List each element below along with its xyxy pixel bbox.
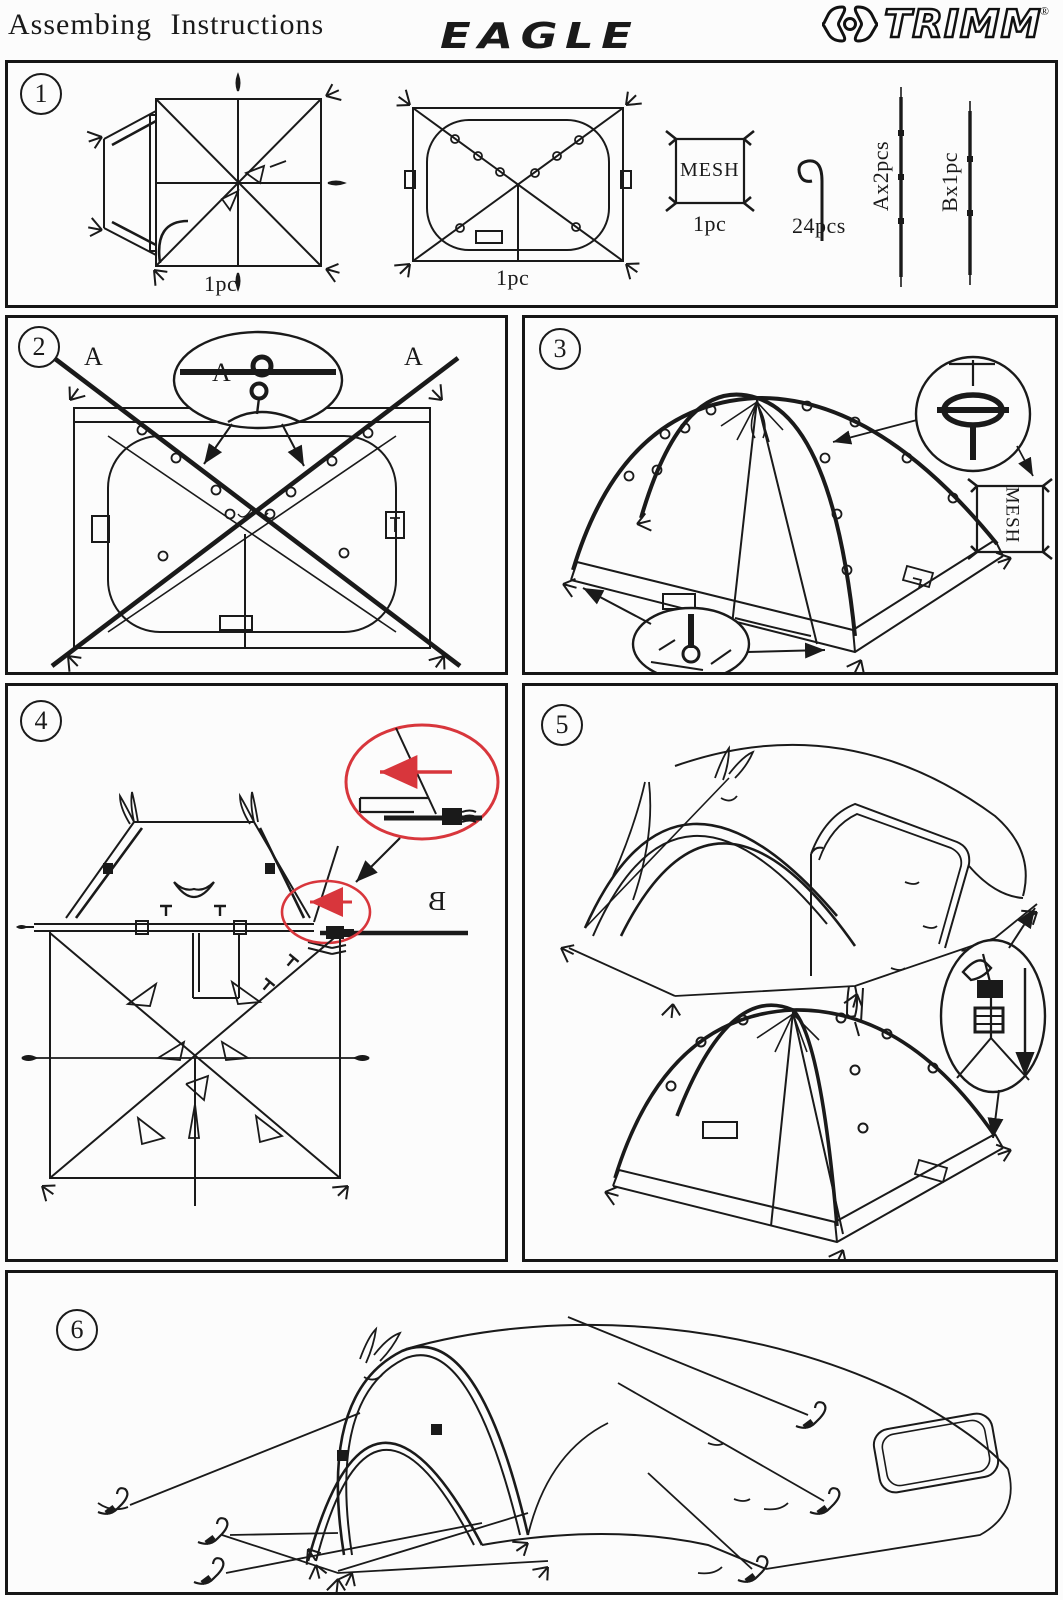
pitched-tent	[98, 1317, 1011, 1592]
pole-b-label: Bx1pc	[936, 152, 962, 212]
step-1-badge: 1	[20, 73, 62, 115]
flysheet-flat-diagram	[86, 75, 344, 289]
pole-b-diagram	[967, 101, 973, 285]
pole-a-label-right: A	[404, 342, 423, 371]
step-6-panel	[5, 1270, 1058, 1595]
raised-dome-diagram	[525, 318, 1055, 672]
step-2-badge: 2	[18, 326, 60, 368]
inner-tent-flat	[74, 408, 430, 648]
insert-detail-callout	[346, 725, 498, 882]
step-5-badge: 5	[541, 704, 583, 746]
pitched-tent-diagram	[8, 1273, 1055, 1592]
flysheet-over-dome-diagram	[525, 686, 1055, 1259]
mesh-label: MESH	[680, 159, 740, 181]
inner-tent-qty-label: 1pc	[496, 265, 530, 290]
pole-a-label-left: A	[84, 342, 103, 371]
flysheet-main-square	[22, 931, 369, 1206]
insert-pole-b-diagram	[8, 686, 505, 1259]
page-title: Assembing Instructions	[8, 8, 325, 41]
pole-a-diagram	[898, 87, 904, 287]
step-4-badge: 4	[20, 700, 62, 742]
step-4-panel	[5, 683, 508, 1262]
mesh-attach-callout	[833, 357, 1033, 476]
brand-wordmark: TRIMM	[883, 2, 1042, 46]
ridge-and-pole-b	[16, 846, 468, 954]
parts-diagram	[8, 63, 1055, 305]
mesh-qty-label: 1pc	[693, 211, 727, 236]
product-logo-eagle: EAGLE	[440, 16, 640, 57]
step-3-panel	[522, 315, 1058, 675]
pole-a-label-detail: A	[212, 358, 231, 387]
arch-hooks	[625, 402, 958, 575]
flysheet-vestibule	[66, 792, 310, 918]
inner-tent-flat-diagram	[393, 89, 642, 280]
trimm-icon	[822, 3, 878, 45]
pegs-qty-label: 24pcs	[792, 213, 846, 238]
flysheet-qty-label: 1pc	[204, 271, 238, 296]
cross-poles-diagram	[8, 318, 505, 672]
pole-b-label-step4: B	[428, 886, 447, 916]
step-3-badge: 3	[539, 328, 581, 370]
step-1-panel	[5, 60, 1058, 308]
header	[0, 0, 1063, 56]
clip-detail-callout	[174, 332, 342, 466]
step-5-panel	[522, 683, 1058, 1262]
buckle-detail-callout	[941, 908, 1045, 1138]
registered-mark: ®	[1039, 4, 1049, 18]
step-2-panel	[5, 315, 508, 675]
step-6-badge: 6	[56, 1309, 98, 1351]
pole-a-label: Ax2pcs	[868, 140, 894, 212]
mesh-label-step3: MESH	[1001, 486, 1023, 544]
brand-logo-trimm	[822, 2, 1049, 46]
